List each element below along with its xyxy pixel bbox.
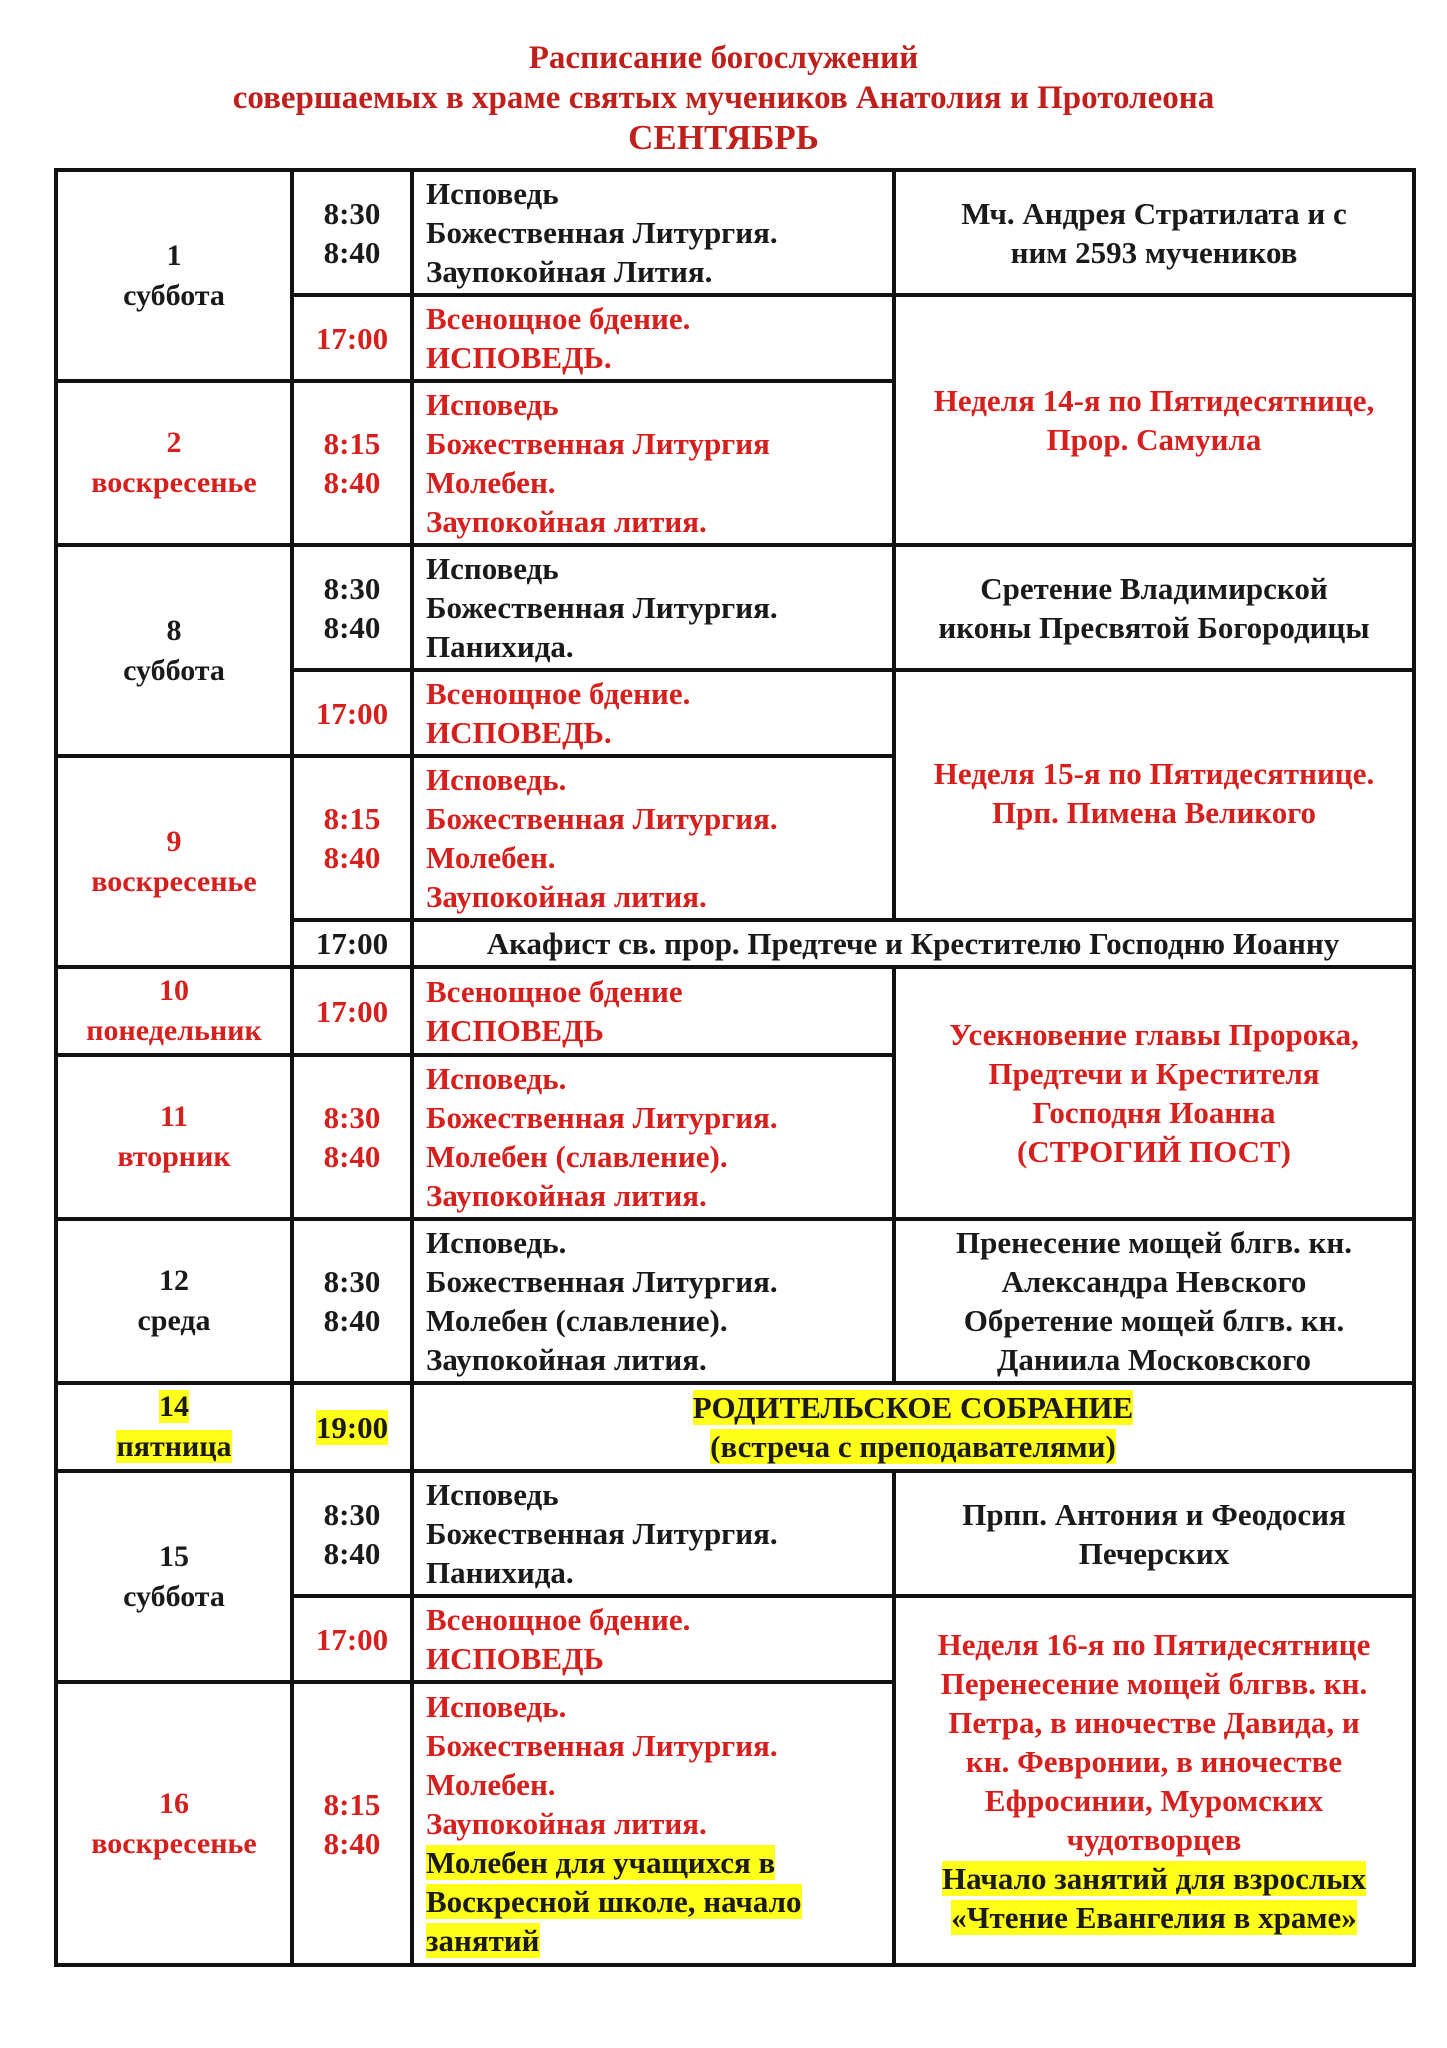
time-cell xyxy=(292,670,412,756)
service-item: Заупокойная Лития. xyxy=(426,254,713,289)
table-row xyxy=(56,545,1414,670)
feast-line: Даниила Московского xyxy=(997,1342,1311,1377)
feast-line: Господня Иоанна xyxy=(1032,1095,1276,1130)
feast-cell xyxy=(894,1471,1414,1596)
time-value: 8:40 xyxy=(323,1303,381,1338)
service-item: Панихида. xyxy=(426,629,574,664)
service-item: Исповедь. xyxy=(426,762,567,797)
service-item: Божественная Литургия. xyxy=(426,801,778,836)
service-item: Заупокойная лития. xyxy=(426,1806,707,1841)
table-row xyxy=(56,1471,1414,1596)
day-cell-2 xyxy=(56,381,292,545)
feast-line: Прор. Самуила xyxy=(1046,422,1262,457)
event-cell xyxy=(412,1383,1414,1471)
day-cell-16 xyxy=(56,1682,292,1965)
time-value: 8:40 xyxy=(323,609,381,645)
page-subtitle: совершаемых в храме святых мучеников Анатолия и Протолеона xyxy=(232,80,1215,116)
day-number: 9 xyxy=(166,824,182,858)
feast-line: Петра, в иночестве Давида, и xyxy=(948,1704,1360,1740)
time-value: 8:15 xyxy=(323,426,381,461)
service-cell xyxy=(412,670,894,756)
service-item: Божественная Литургия xyxy=(426,426,770,461)
feast-line: Прпп. Антония и Феодосия xyxy=(962,1496,1346,1532)
service-cell xyxy=(412,170,894,295)
service-cell xyxy=(412,1596,894,1682)
time-value: 8:40 xyxy=(323,1825,381,1861)
feast-line: Пренесение мощей блгв. кн. xyxy=(956,1225,1352,1260)
time-cell xyxy=(292,170,412,295)
time-value: 8:30 xyxy=(323,1264,381,1299)
event-title: РОДИТЕЛЬСКОЕ СОБРАНИЕ xyxy=(692,1390,1134,1425)
feast-line: Перенесение мощей блгвв. кн. xyxy=(940,1665,1368,1701)
feast-line: Прп. Пимена Великого xyxy=(991,795,1317,830)
service-cell xyxy=(412,1055,894,1219)
time-cell xyxy=(292,967,412,1055)
time-value: 8:40 xyxy=(323,1535,381,1571)
service-item: Всенощное бдение. xyxy=(426,676,691,711)
time-value: 8:30 xyxy=(323,195,381,231)
service-highlight-item: занятий xyxy=(426,1923,540,1958)
time-cell xyxy=(292,545,412,670)
table-row xyxy=(56,1383,1414,1471)
service-highlight-item: Воскресной школе, начало xyxy=(426,1884,802,1919)
table-row xyxy=(56,1219,1414,1383)
service-cell xyxy=(412,1682,894,1965)
service-cell xyxy=(412,967,894,1055)
day-cell-1 xyxy=(56,170,292,381)
day-weekday: пятница xyxy=(116,1430,232,1463)
time-cell xyxy=(292,1383,412,1471)
service-item: ИСПОВЕДЬ. xyxy=(426,340,612,375)
day-cell-11 xyxy=(56,1055,292,1219)
service-item: Молебен (славление). xyxy=(426,1303,728,1338)
service-item: Исповедь xyxy=(426,551,559,586)
page-title: Расписание богослужений xyxy=(528,40,919,76)
service-item: Заупокойная лития. xyxy=(426,1342,707,1377)
service-item: Божественная Литургия. xyxy=(426,1728,778,1763)
feast-line: чудотворцев xyxy=(1066,1821,1242,1857)
service-item: ИСПОВЕДЬ xyxy=(426,1013,604,1048)
time-value: 8:40 xyxy=(323,465,381,500)
time-value: 8:30 xyxy=(323,1496,381,1532)
service-cell xyxy=(412,381,894,545)
feast-highlight-line: Начало занятий для взрослых xyxy=(942,1860,1366,1896)
service-item: Исповедь xyxy=(426,1477,559,1512)
schedule-table xyxy=(54,168,1416,1967)
day-number: 2 xyxy=(166,426,182,459)
service-cell-wide xyxy=(412,920,1414,967)
day-cell-9 xyxy=(56,756,292,967)
service-item: Заупокойная лития. xyxy=(426,1178,707,1213)
time-value: 8:40 xyxy=(323,1139,381,1174)
time-cell xyxy=(292,1596,412,1682)
time-value: 8:40 xyxy=(323,840,381,875)
feast-line: Предтечи и Крестителя xyxy=(988,1056,1320,1091)
event-subtitle: (встреча с преподавателями) xyxy=(710,1429,1116,1464)
day-cell-8 xyxy=(56,545,292,756)
time-value: 17:00 xyxy=(315,1621,389,1657)
feast-line: Мч. Андрея Стратилата и с xyxy=(961,195,1347,231)
feast-line: иконы Пресвятой Богородицы xyxy=(938,609,1370,645)
day-weekday: суббота xyxy=(123,1579,225,1613)
time-cell xyxy=(292,295,412,381)
day-number: 10 xyxy=(159,974,189,1007)
feast-cell xyxy=(894,1596,1414,1965)
day-number: 15 xyxy=(159,1539,189,1573)
feast-line: Печерских xyxy=(1078,1535,1230,1571)
service-item: Исповедь. xyxy=(426,1061,567,1096)
time-value: 8:15 xyxy=(323,801,381,836)
day-weekday: суббота xyxy=(123,278,225,312)
service-item: Молебен (славление). xyxy=(426,1139,728,1174)
service-cell xyxy=(412,295,894,381)
time-value: 19:00 xyxy=(315,1409,389,1445)
time-cell xyxy=(292,756,412,920)
time-value: 17:00 xyxy=(315,926,389,961)
day-weekday: вторник xyxy=(117,1140,231,1173)
feast-line: Александра Невского xyxy=(1001,1264,1307,1299)
day-number: 8 xyxy=(166,613,182,647)
service-cell xyxy=(412,756,894,920)
feast-cell xyxy=(894,545,1414,670)
service-cell xyxy=(412,545,894,670)
page-header xyxy=(0,38,1447,158)
service-item: Божественная Литургия. xyxy=(426,215,778,250)
service-item: Божественная Литургия. xyxy=(426,1516,778,1551)
day-cell-10 xyxy=(56,967,292,1055)
time-cell xyxy=(292,1219,412,1383)
feast-line: Сретение Владимирской xyxy=(980,570,1328,606)
service-item: Всенощное бдение xyxy=(426,974,683,1009)
time-cell xyxy=(292,1682,412,1965)
time-cell xyxy=(292,1055,412,1219)
service-item: Исповедь. xyxy=(426,1689,567,1724)
feast-line: кн. Февронии, в иночестве xyxy=(965,1743,1343,1779)
service-item: Акафист св. прор. Предтече и Крестителю Господню Иоанну xyxy=(486,926,1340,961)
feast-line: Неделя 16-я по Пятидесятнице xyxy=(937,1626,1371,1662)
day-cell-14 xyxy=(56,1383,292,1471)
day-weekday: воскресенье xyxy=(91,864,257,898)
feast-cell xyxy=(894,170,1414,295)
day-number: 1 xyxy=(166,238,182,272)
feast-line: (СТРОГИЙ ПОСТ) xyxy=(1017,1134,1291,1169)
day-weekday: воскресенье xyxy=(91,466,257,499)
service-item: Заупокойная лития. xyxy=(426,879,707,914)
feast-line: Ефросинии, Муромских xyxy=(984,1782,1324,1818)
time-value: 17:00 xyxy=(315,695,389,731)
time-value: 8:40 xyxy=(323,234,381,270)
day-cell-15 xyxy=(56,1471,292,1682)
service-item: Молебен. xyxy=(426,1767,556,1802)
time-value: 17:00 xyxy=(315,993,389,1029)
service-item: Божественная Литургия. xyxy=(426,1100,778,1135)
time-value: 8:30 xyxy=(323,570,381,606)
time-value: 17:00 xyxy=(315,320,389,356)
service-item: ИСПОВЕДЬ. xyxy=(426,715,612,750)
feast-cell xyxy=(894,1219,1414,1383)
feast-cell xyxy=(894,670,1414,920)
feast-line: ним 2593 мучеников xyxy=(1010,234,1298,270)
feast-highlight-line: «Чтение Евангелия в храме» xyxy=(951,1899,1357,1935)
service-cell xyxy=(412,1471,894,1596)
day-weekday: понедельник xyxy=(86,1014,262,1047)
time-cell xyxy=(292,381,412,545)
day-cell-12 xyxy=(56,1219,292,1383)
service-item: Молебен. xyxy=(426,465,556,500)
table-row xyxy=(56,967,1414,1055)
day-number: 14 xyxy=(159,1390,189,1423)
service-item: ИСПОВЕДЬ xyxy=(426,1641,604,1676)
service-item: Заупокойная лития. xyxy=(426,504,707,539)
feast-line: Обретение мощей блгв. кн. xyxy=(963,1303,1345,1338)
service-item: Божественная Литургия. xyxy=(426,1264,778,1299)
month-title: СЕНТЯБРЬ xyxy=(628,118,819,157)
service-item: Исповедь xyxy=(426,387,559,422)
day-weekday: суббота xyxy=(123,653,225,687)
day-number: 12 xyxy=(159,1264,189,1297)
day-weekday: среда xyxy=(137,1304,211,1337)
time-value: 8:15 xyxy=(323,1786,381,1822)
day-number: 16 xyxy=(159,1786,189,1820)
feast-line: Неделя 15-я по Пятидесятнице. xyxy=(933,756,1375,791)
service-item: Всенощное бдение. xyxy=(426,1602,691,1637)
service-item: Панихида. xyxy=(426,1555,574,1590)
table-row xyxy=(56,170,1414,295)
service-item: Исповедь. xyxy=(426,1225,567,1260)
time-cell xyxy=(292,920,412,967)
service-cell xyxy=(412,1219,894,1383)
service-highlight-item: Молебен для учащихся в xyxy=(426,1845,776,1880)
day-weekday: воскресенье xyxy=(91,1826,257,1860)
feast-line: Неделя 14-я по Пятидесятнице, xyxy=(933,383,1375,418)
time-value: 8:30 xyxy=(323,1100,381,1135)
service-item: Божественная Литургия. xyxy=(426,590,778,625)
service-item: Всенощное бдение. xyxy=(426,301,691,336)
feast-line: Усекновение главы Пророка, xyxy=(949,1017,1359,1052)
feast-cell xyxy=(894,967,1414,1219)
service-item: Исповедь xyxy=(426,176,559,211)
time-cell xyxy=(292,1471,412,1596)
service-item: Молебен. xyxy=(426,840,556,875)
day-number: 11 xyxy=(159,1100,189,1133)
feast-cell xyxy=(894,295,1414,545)
